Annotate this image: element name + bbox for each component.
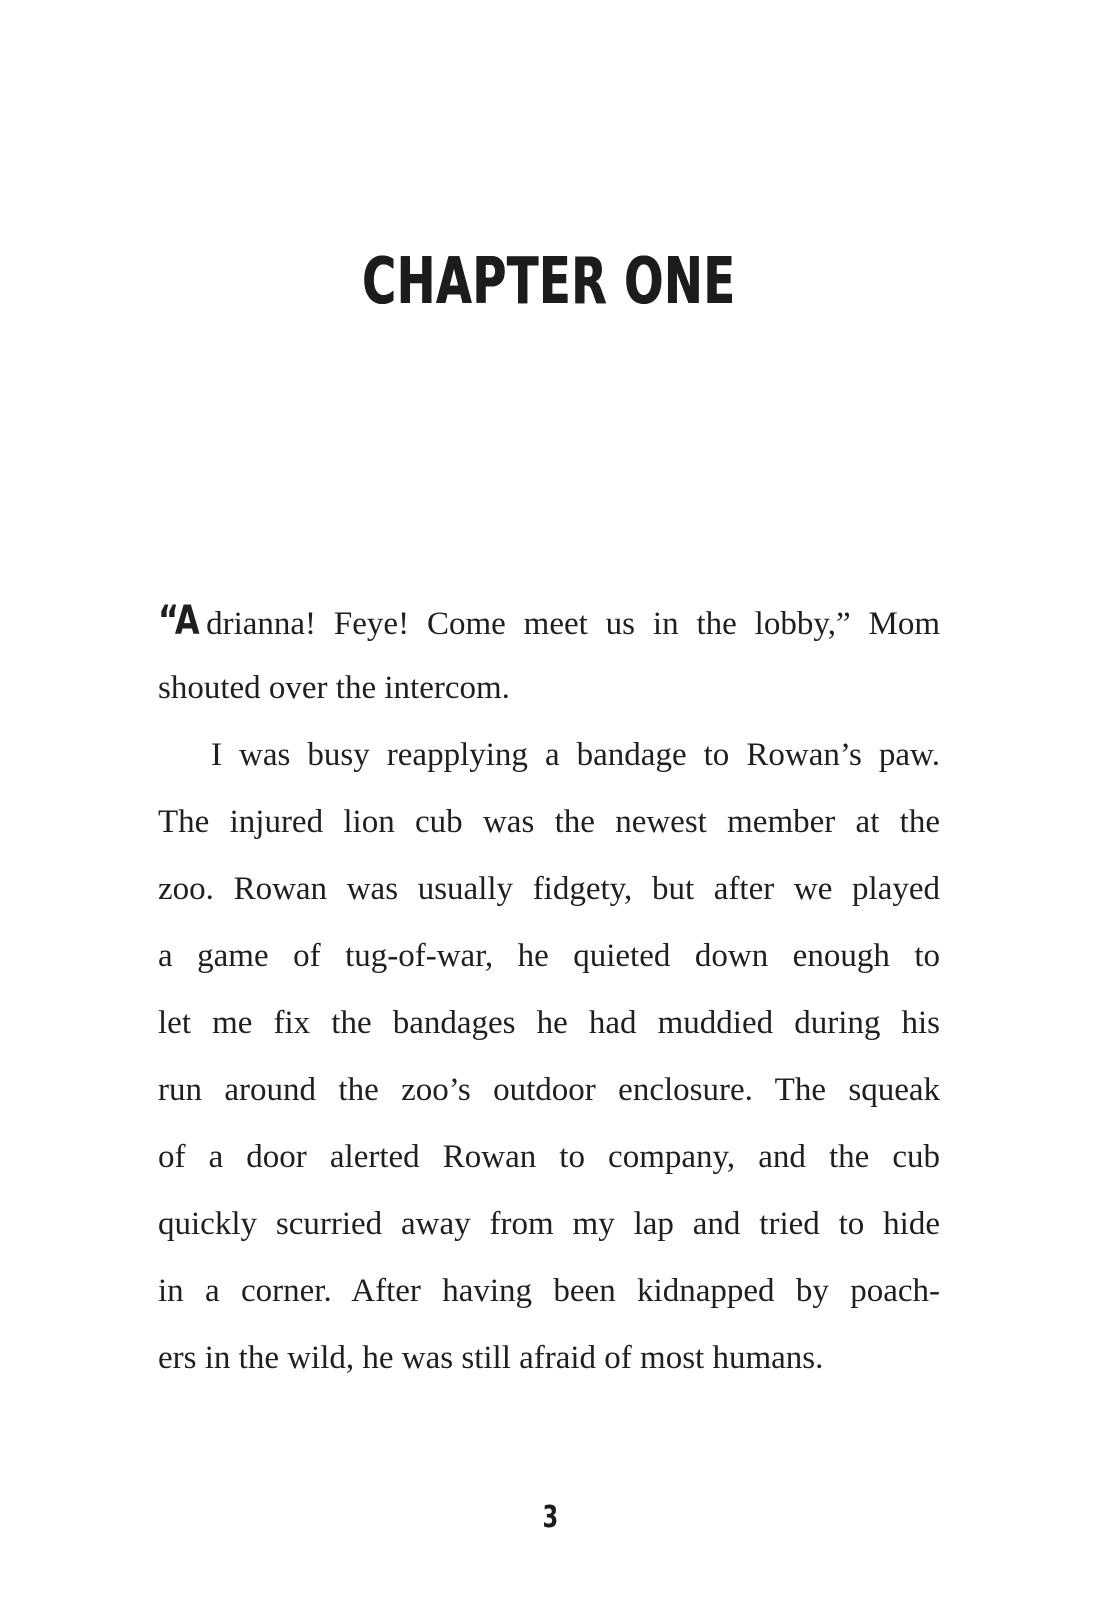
paragraph-line-6: a game of tug-of-war, he quieted down enough to [158,938,940,974]
drop-cap: “A [158,598,200,644]
paragraph-line-1 [158,588,940,655]
paragraph-line-10: quickly scurried away from my lap and tried to hide [158,1206,940,1242]
paragraph-line-3: I was busy reapplying a bandage to Rowan’s paw. [211,737,940,773]
body-text [158,588,940,1392]
paragraph-line-2: shouted over the intercom. [158,670,510,706]
chapter-title: CHAPTER ONE [362,245,736,319]
line-text: drianna! Feye! Come meet us in the lobby,” Mom [206,606,940,642]
page-number: 3 [542,1500,559,1535]
paragraph-line-7: let me fix the bandages he had muddied during his [158,1005,940,1041]
paragraph-line-4: The injured lion cub was the newest member at the [158,804,940,840]
paragraph-line-12: ers in the wild, he was still afraid of most humans. [158,1340,824,1376]
paragraph-line-8: run around the zoo’s outdoor enclosure. The squeak [158,1072,940,1108]
paragraph-line-5: zoo. Rowan was usually fidgety, but after we played [158,871,940,907]
paragraph-line-9: of a door alerted Rowan to company, and the cub [158,1139,940,1175]
paragraph-line-11: in a corner. After having been kidnapped by poach- [158,1273,940,1309]
